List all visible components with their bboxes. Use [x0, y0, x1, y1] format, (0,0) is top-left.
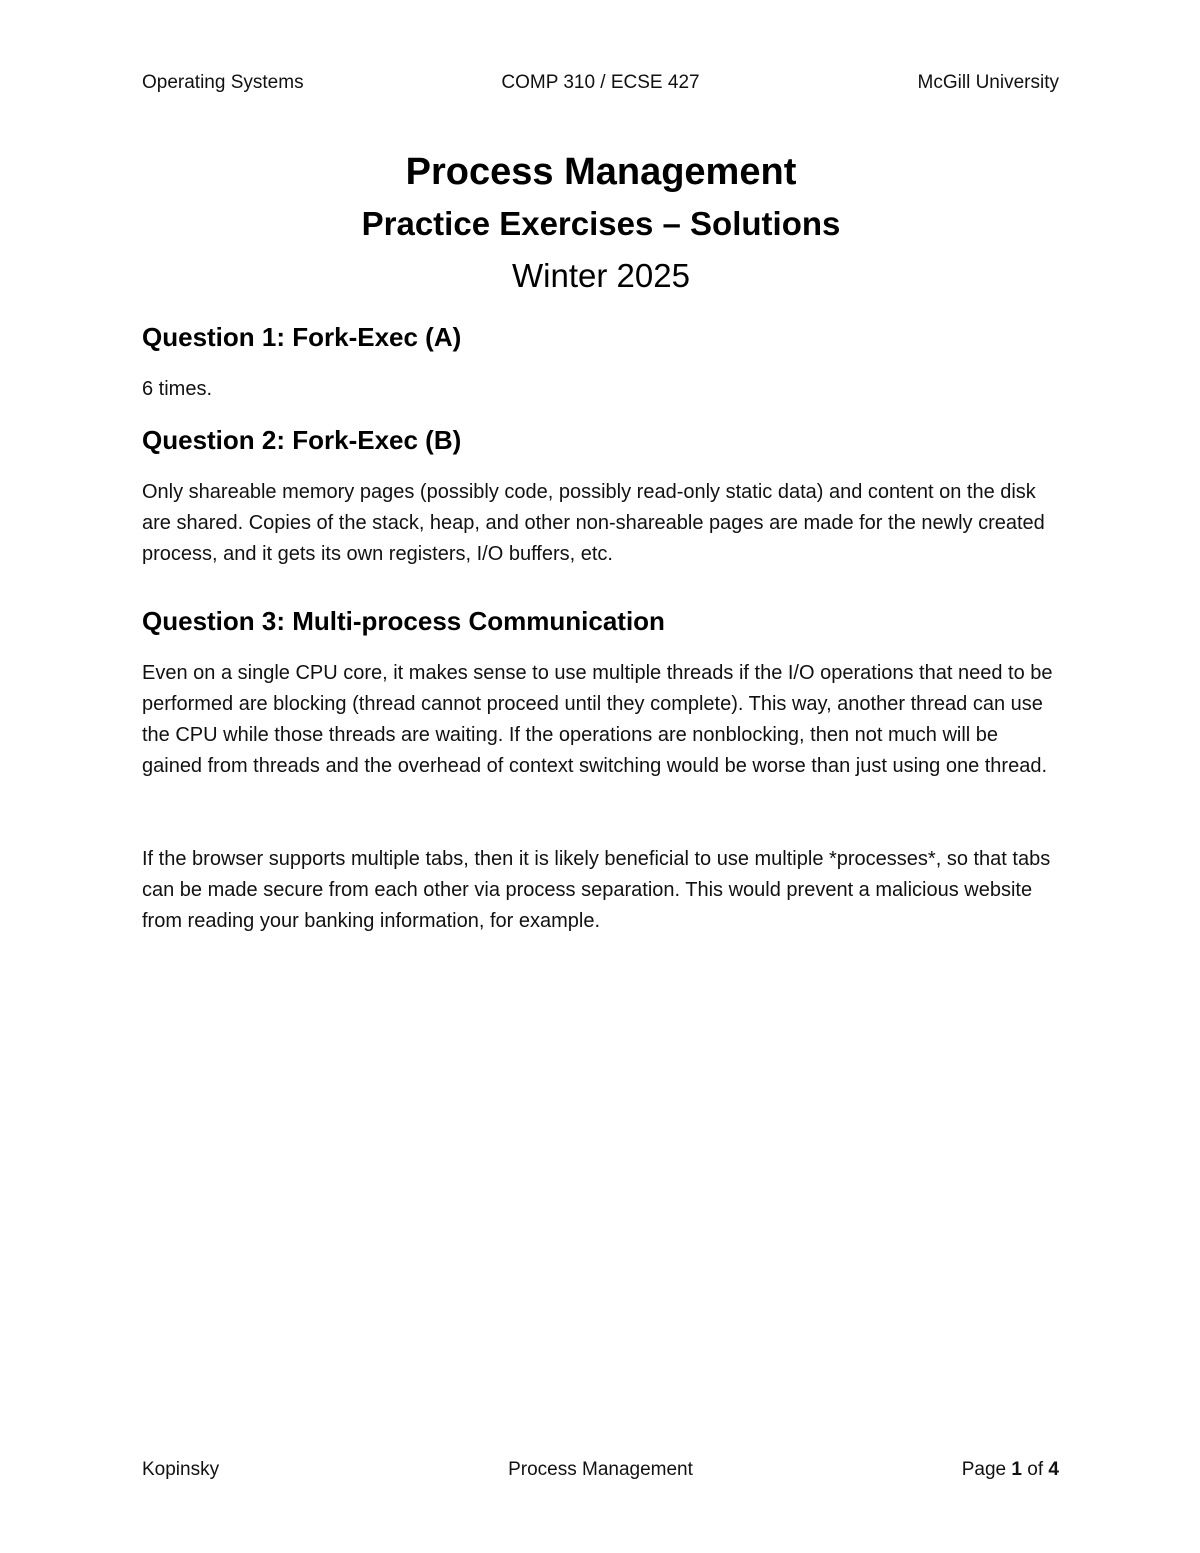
question-3-answer-paragraph-2: If the browser supports multiple tabs, then it is likely beneficial to use multiple *processes*, so that tabs can be made secure from each other via process separation. This would prevent a malicious website from reading your banking information, for example.: [142, 848, 1051, 932]
question-2-answer: Only shareable memory pages (possibly code, possibly read-only static data) and content on the disk are shared. Copies of the stack, heap, and other non-shareable pages are made for the newly created process, and it gets its own registers, I/O buffers, etc.: [142, 481, 1045, 565]
footer-topic: Process Management: [508, 1459, 693, 1480]
footer-author: Kopinsky: [142, 1459, 220, 1480]
question-3-answer-paragraph-1: Even on a single CPU core, it makes sense to use multiple threads if the I/O operations that need to be performed are blocking (thread cannot proceed until they complete). This way, another thread can use the CPU while those threads are waiting. If the operations are nonblocking, then not much will be gained from threads and the overhead of context switching would be worse than just using one thread.: [142, 662, 1053, 777]
question-1-section: [142, 320, 1060, 405]
page-label: Page: [961, 1459, 1007, 1480]
document-subtitle: Practice Exercises – Solutions: [361, 205, 841, 242]
header-course-name: Operating Systems: [142, 72, 304, 93]
page-current: 1: [1011, 1459, 1022, 1480]
header-institution: McGill University: [917, 72, 1059, 93]
question-3-heading: Question 3: Multi-process Communication: [142, 606, 665, 636]
document-title: Process Management: [405, 151, 797, 193]
document-body: [142, 140, 1060, 937]
header-course-code: COMP 310 / ECSE 427: [501, 72, 700, 93]
question-1-heading: Question 1: Fork-Exec (A): [142, 322, 462, 352]
title-block: [142, 148, 1060, 298]
page-number: [756, 1459, 1059, 1481]
question-2-section: [142, 423, 1060, 570]
page-footer: [142, 1459, 1059, 1481]
page-total: 4: [1048, 1459, 1059, 1480]
question-1-answer: 6 times.: [142, 378, 213, 400]
question-2-heading: Question 2: Fork-Exec (B): [142, 425, 462, 455]
question-3-section: [142, 604, 1060, 937]
document-term: Winter 2025: [512, 257, 690, 294]
page-of-label: of: [1027, 1459, 1044, 1480]
page-header: [142, 72, 1059, 94]
